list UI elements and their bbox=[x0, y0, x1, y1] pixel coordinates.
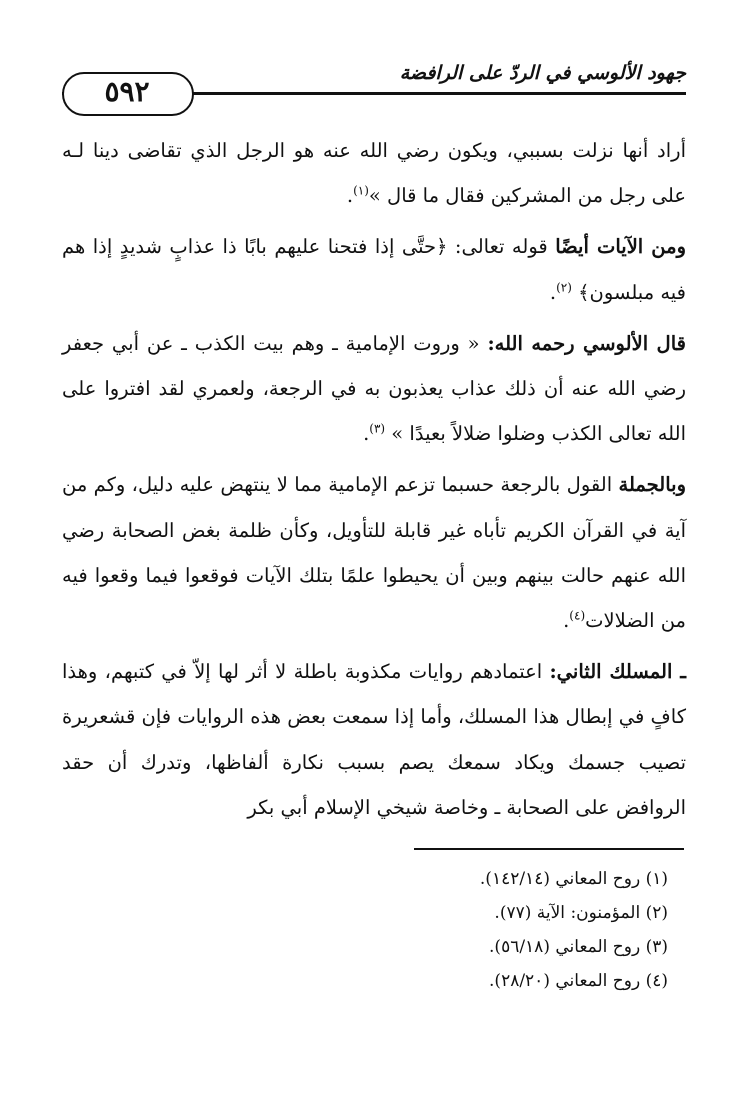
paragraph-tail: . bbox=[346, 184, 354, 208]
paragraph bbox=[62, 462, 686, 643]
paragraph-lead: ـ المسلك الثاني: bbox=[549, 660, 686, 684]
running-title: جهود الألوسي في الردّ على الرافضة bbox=[399, 62, 686, 84]
footnote-ref: (٢) bbox=[556, 280, 572, 295]
footnote-separator bbox=[414, 848, 684, 850]
page-header bbox=[62, 58, 686, 118]
page-number: ٥٩٢ bbox=[104, 75, 150, 108]
footnote: (٤) روح المعاني (٢٨/٢٠). bbox=[489, 971, 668, 991]
paragraph-tail: . bbox=[363, 422, 370, 446]
paragraph-text: القول بالرجعة حسبما تزعم الإمامية مما لا ينتهض عليه دليل، وكم من آية في القرآن الكريم تأباه غير قابلة للتأويل، وكأن ظلمة بغض الصحابة رضي الله عنهم حالت بينهم وبين أن يحيطوا علمًا بتلك الآيات فوقعوا فيما وقعوا فيه من الضلالات bbox=[62, 473, 686, 633]
footnote-ref: (١) bbox=[353, 183, 369, 198]
footnotes bbox=[68, 862, 668, 998]
footnote-ref: (٣) bbox=[369, 421, 386, 436]
paragraph bbox=[62, 321, 686, 457]
footnote: (١) روح المعاني (١٤٢/١٤). bbox=[479, 869, 668, 889]
paragraph-text: قوله تعالى: ﴿حتَّى إذا فتحنا عليهم بابًا ذا عذابٍ شديدٍ إذا هم فيه مبلسون﴾ bbox=[62, 235, 686, 304]
paragraph bbox=[62, 649, 686, 830]
paragraph-lead: ومن الآيات أيضًا bbox=[555, 235, 686, 259]
footnote-ref: (٤) bbox=[569, 608, 586, 623]
paragraph-tail: . bbox=[563, 609, 570, 633]
paragraph-text: « وروت الإمامية ـ وهم بيت الكذب ـ عن أبي جعفر رضي الله عنه أن ذلك عذاب يعذبون به في الرجعة، ولعمري لقد افتروا على الله تعالى الكذب وضلوا ضلالاً بعيدًا » bbox=[62, 331, 686, 446]
paragraph bbox=[62, 128, 686, 218]
paragraph-text: اعتمادهم روايات مكذوبة باطلة لا أثر لها إلاّ في كتبهم، وهذا كافٍ في إبطال هذا المسلك، وأما إذا سمعت بعض هذه الروايات فإن قشعريرة تصيب جسمك ويكاد سمعك يصم بسبب نكارة ألفاظها، وتدرك أن حقد الروافض على الصحابة ـ وخاصة شيخي الإسلام أبي بكر bbox=[62, 660, 686, 819]
paragraph bbox=[62, 224, 686, 314]
footnote: (٣) روح المعاني (٥٦/١٨). bbox=[489, 937, 668, 957]
body-text bbox=[62, 128, 686, 830]
footnote: (٢) المؤمنون: الآية (٧٧). bbox=[494, 903, 668, 923]
paragraph-text: أراد أنها نزلت بسببي، ويكون رضي الله عنه هو الرجل الذي تقاضى دينا لـه على رجل من المشركين فقال ما قال » bbox=[62, 139, 686, 208]
paragraph-tail: . bbox=[549, 280, 557, 304]
paragraph-lead: قال الألوسي رحمه الله: bbox=[487, 331, 686, 355]
paragraph-lead: وبالجملة bbox=[618, 473, 686, 497]
